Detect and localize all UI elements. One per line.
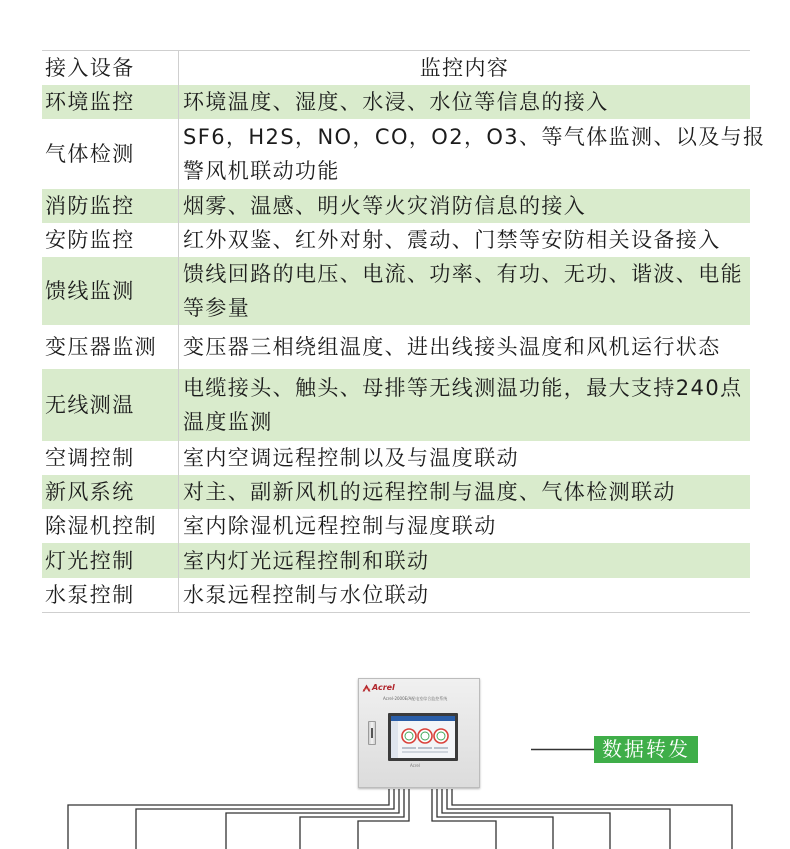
device-cell: 安防监控 <box>45 228 135 252</box>
table-row <box>42 578 750 612</box>
device-cell: 变压器监测 <box>45 335 157 359</box>
device-cell: 新风系统 <box>45 480 135 504</box>
content-cell: 变压器三相绕组温度、进出线接头温度和风机运行状态 <box>178 325 750 369</box>
device-cell: 除湿机控制 <box>45 514 157 538</box>
data-forward-label: 数据转发 <box>594 736 698 763</box>
gauge-icon <box>402 729 416 743</box>
table-row <box>42 475 750 509</box>
cable-line <box>300 789 404 849</box>
content-cell: 馈线回路的电压、电流、功率、有功、无功、谐波、电能 等参量 <box>178 257 750 325</box>
content-cell: 室内空调远程控制以及与温度联动 <box>178 441 750 475</box>
cable-line <box>442 789 610 849</box>
content-cell: 烟雾、温感、明火等火灾消防信息的接入 <box>178 189 750 223</box>
cable-line <box>447 789 670 849</box>
cable-line <box>358 789 409 849</box>
gauge-icon <box>434 729 448 743</box>
device-cell: 消防监控 <box>45 194 135 218</box>
content-cell: 水泵远程控制与水位联动 <box>178 578 750 612</box>
table-row <box>42 325 750 369</box>
cable-line <box>452 789 732 849</box>
door-handle <box>368 721 376 745</box>
table-row <box>42 441 750 475</box>
table-row <box>42 509 750 543</box>
table-row <box>42 119 766 189</box>
monitoring-table <box>42 50 766 613</box>
table-row <box>42 223 750 257</box>
device-cell: 馈线监测 <box>45 279 135 303</box>
cable-line <box>437 789 553 849</box>
table-row <box>42 543 750 578</box>
table-header <box>42 51 750 85</box>
acrel-logo <box>362 683 395 692</box>
table-row <box>42 85 750 119</box>
table-row <box>42 189 750 223</box>
cable-line <box>68 789 389 849</box>
device-cell: 气体检测 <box>45 142 135 166</box>
gauge-icon <box>418 729 432 743</box>
cable-line <box>226 789 399 849</box>
device-cell: 水泵控制 <box>45 583 135 607</box>
touch-screen <box>388 713 458 761</box>
screen-brand-label: Acrel <box>410 763 420 768</box>
content-cell: 室内除湿机远程控制与湿度联动 <box>178 509 750 543</box>
content-cell: 对主、副新风机的远程控制与温度、气体检测联动 <box>178 475 750 509</box>
cable-line <box>136 789 394 849</box>
table-row <box>42 257 750 325</box>
content-cell: 红外双鉴、红外对射、震动、门禁等安防相关设备接入 <box>178 223 750 257</box>
content-cell: 环境温度、湿度、水浸、水位等信息的接入 <box>178 85 750 119</box>
monitoring-cabinet <box>358 678 480 788</box>
device-cell: 灯光控制 <box>45 548 135 573</box>
content-cell: 室内灯光远程控制和联动 <box>178 543 750 578</box>
table-row <box>42 369 750 441</box>
screen-gauges <box>391 716 455 758</box>
header-content: 监控内容 <box>178 51 750 85</box>
content-cell: 电缆接头、触头、母排等无线测温功能，最大支持240点 温度监测 <box>178 369 750 441</box>
cabinet-model-label: Acrel-2000E/A配电室综合监控系统 <box>383 696 448 701</box>
screen-display <box>391 716 455 758</box>
cable-line <box>432 789 496 849</box>
device-cell: 环境监控 <box>45 90 135 114</box>
acrel-logo-icon <box>362 684 371 692</box>
content-cell: SF6，H2S，NO，CO，O2，O3、等气体监测、以及与报 警风机联动功能 <box>178 119 750 189</box>
header-device: 接入设备 <box>45 56 135 80</box>
device-cell: 无线测温 <box>45 393 135 417</box>
brand-name: Acrel <box>372 683 395 692</box>
device-cell: 空调控制 <box>45 446 135 470</box>
